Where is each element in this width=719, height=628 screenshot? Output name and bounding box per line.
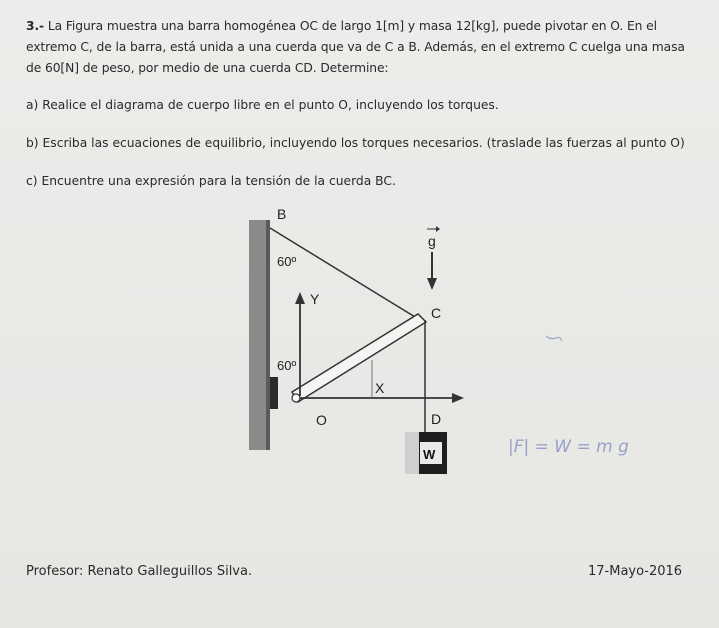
bar-oc [292, 314, 426, 402]
pen-mark [546, 336, 562, 341]
label-g: g [428, 233, 436, 249]
label-c: C [431, 305, 442, 321]
label-o: O [316, 412, 327, 428]
label-y: Y [310, 291, 320, 307]
problem-number: 3.- [26, 19, 45, 33]
label-angle-bottom: 60º [277, 358, 297, 373]
question-c: c) Encuentre una expresión para la tensión de la cuerda BC. [26, 174, 396, 188]
cord-bc [270, 228, 420, 320]
pivot-o [292, 394, 300, 402]
label-b: B [277, 206, 287, 222]
professor-name: Profesor: Renato Galleguillos Silva. [26, 564, 253, 579]
label-d: D [431, 411, 442, 427]
label-w: W [423, 447, 436, 462]
question-b: b) Escriba las ecuaciones de equilibrio, incluyendo los torques necesarios. (traslade las fuerzas al punto O) [26, 136, 685, 150]
hinge-block [270, 377, 278, 409]
handwritten-formula: |F| = W = m g [508, 437, 629, 457]
problem-intro: La Figura muestra una barra homogénea OC de largo 1[m] y masa 12[kg], puede pivotar en O. En el extremo C, de la barra, está unida a una cuerda que va de C a B. Además, en el extremo C cuelga una masa de 60[N] de peso, por medio de una cuerda CD. Determine: [26, 19, 685, 75]
label-x: X [375, 380, 385, 396]
exam-date: 17-Mayo-2016 [588, 564, 683, 579]
label-angle-top: 60º [277, 254, 297, 269]
question-a: a) Realice el diagrama de cuerpo libre en el punto O, incluyendo los torques. [26, 98, 499, 112]
